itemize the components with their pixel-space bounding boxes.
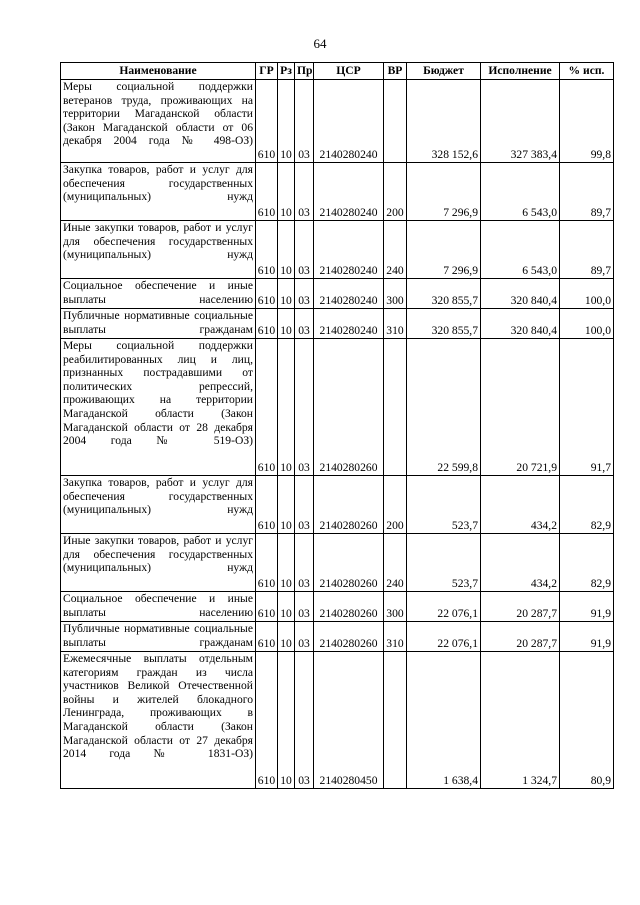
row-percent: 99,8 (560, 80, 614, 163)
row-execution: 320 840,4 (481, 279, 560, 309)
row-name: Социальное обеспечение и иные выплаты населению (61, 279, 256, 309)
row-pr: 03 (295, 309, 314, 339)
table-row (61, 309, 614, 339)
row-rz: 10 (278, 163, 295, 221)
row-name: Закупка товаров, работ и услуг для обеспечения государственных (муниципальных) нужд (61, 163, 256, 221)
row-percent: 100,0 (560, 309, 614, 339)
row-execution: 6 543,0 (481, 163, 560, 221)
header-percent: % исп. (560, 63, 614, 80)
row-csr: 2140280260 (314, 339, 384, 476)
row-csr: 2140280260 (314, 622, 384, 652)
row-gr: 610 (256, 652, 278, 789)
row-rz: 10 (278, 534, 295, 592)
row-csr: 2140280240 (314, 279, 384, 309)
row-budget: 7 296,9 (407, 163, 481, 221)
table-row (61, 622, 614, 652)
table-row (61, 652, 614, 789)
row-budget: 328 152,6 (407, 80, 481, 163)
row-rz: 10 (278, 309, 295, 339)
row-gr: 610 (256, 80, 278, 163)
row-execution: 20 287,7 (481, 622, 560, 652)
row-pr: 03 (295, 652, 314, 789)
row-vr: 300 (384, 592, 407, 622)
row-gr: 610 (256, 221, 278, 279)
row-pr: 03 (295, 534, 314, 592)
row-rz: 10 (278, 221, 295, 279)
row-name: Иные закупки товаров, работ и услуг для обеспечения государственных (муниципальных) нужд (61, 534, 256, 592)
row-execution: 20 721,9 (481, 339, 560, 476)
row-vr (384, 339, 407, 476)
row-percent: 91,9 (560, 592, 614, 622)
row-pr: 03 (295, 221, 314, 279)
row-budget: 22 076,1 (407, 622, 481, 652)
row-csr: 2140280240 (314, 309, 384, 339)
row-execution: 327 383,4 (481, 80, 560, 163)
header-budget: Бюджет (407, 63, 481, 80)
row-budget: 523,7 (407, 476, 481, 534)
row-pr: 03 (295, 339, 314, 476)
row-vr: 310 (384, 622, 407, 652)
row-csr: 2140280240 (314, 221, 384, 279)
row-rz: 10 (278, 652, 295, 789)
row-gr: 610 (256, 339, 278, 476)
row-gr: 610 (256, 534, 278, 592)
row-gr: 610 (256, 622, 278, 652)
table-row (61, 592, 614, 622)
row-budget: 320 855,7 (407, 309, 481, 339)
table-row (61, 476, 614, 534)
row-budget: 320 855,7 (407, 279, 481, 309)
row-csr: 2140280450 (314, 652, 384, 789)
row-rz: 10 (278, 476, 295, 534)
row-pr: 03 (295, 592, 314, 622)
row-gr: 610 (256, 592, 278, 622)
header-name: Наименование (61, 63, 256, 80)
row-execution: 434,2 (481, 476, 560, 534)
row-rz: 10 (278, 592, 295, 622)
row-gr: 610 (256, 309, 278, 339)
table-row (61, 279, 614, 309)
row-name: Публичные нормативные социальные выплаты гражданам (61, 309, 256, 339)
row-budget: 7 296,9 (407, 221, 481, 279)
row-execution: 20 287,7 (481, 592, 560, 622)
row-execution: 434,2 (481, 534, 560, 592)
row-name: Ежемесячные выплаты отдельным категориям граждан из числа участников Великой Отечественной войны и жителей блокадного Ленинграда, проживающих в Магаданской области (Закон Магаданской области от 27 декабря 2014 года № 1831-ОЗ) (61, 652, 256, 789)
row-name: Социальное обеспечение и иные выплаты населению (61, 592, 256, 622)
table-row (61, 534, 614, 592)
row-pr: 03 (295, 622, 314, 652)
row-percent: 82,9 (560, 534, 614, 592)
header-gr: ГР (256, 63, 278, 80)
row-name: Иные закупки товаров, работ и услуг для обеспечения государственных (муниципальных) нужд (61, 221, 256, 279)
row-gr: 610 (256, 279, 278, 309)
row-vr: 200 (384, 476, 407, 534)
row-name: Закупка товаров, работ и услуг для обеспечения государственных (муниципальных) нужд (61, 476, 256, 534)
row-name: Меры социальной поддержки ветеранов труда, проживающих на территории Магаданской области (Закон Магаданской области от 06 декабря 2004 года № 498-ОЗ) (61, 80, 256, 163)
row-execution: 320 840,4 (481, 309, 560, 339)
row-vr: 240 (384, 534, 407, 592)
row-csr: 2140280260 (314, 592, 384, 622)
row-pr: 03 (295, 163, 314, 221)
row-percent: 91,7 (560, 339, 614, 476)
row-percent: 89,7 (560, 163, 614, 221)
row-name: Публичные нормативные социальные выплаты гражданам (61, 622, 256, 652)
row-vr: 200 (384, 163, 407, 221)
row-percent: 89,7 (560, 221, 614, 279)
row-csr: 2140280260 (314, 476, 384, 534)
table-header-row (61, 63, 614, 80)
row-gr: 610 (256, 163, 278, 221)
table-row (61, 163, 614, 221)
header-vr: ВР (384, 63, 407, 80)
page-number: 64 (313, 36, 327, 51)
row-vr: 310 (384, 309, 407, 339)
row-percent: 100,0 (560, 279, 614, 309)
row-percent: 91,9 (560, 622, 614, 652)
table-row (61, 80, 614, 163)
header-rz: Рз (278, 63, 295, 80)
row-pr: 03 (295, 279, 314, 309)
row-rz: 10 (278, 279, 295, 309)
row-budget: 22 599,8 (407, 339, 481, 476)
row-pr: 03 (295, 476, 314, 534)
row-vr (384, 80, 407, 163)
row-budget: 1 638,4 (407, 652, 481, 789)
budget-execution-table (60, 62, 614, 789)
row-budget: 22 076,1 (407, 592, 481, 622)
row-rz: 10 (278, 622, 295, 652)
row-execution: 1 324,7 (481, 652, 560, 789)
row-percent: 82,9 (560, 476, 614, 534)
header-pr: Пр (295, 63, 314, 80)
row-vr (384, 652, 407, 789)
row-execution: 6 543,0 (481, 221, 560, 279)
row-rz: 10 (278, 339, 295, 476)
row-vr: 300 (384, 279, 407, 309)
row-name: Меры социальной поддержки реабилитированных лиц и лиц, признанных пострадавшими от политических репрессий, проживающих на территории Магаданской области (Закон Магаданской области от 28 декабря 2004 года № 519-ОЗ) (61, 339, 256, 476)
row-budget: 523,7 (407, 534, 481, 592)
row-csr: 2140280240 (314, 80, 384, 163)
row-pr: 03 (295, 80, 314, 163)
header-csr: ЦСР (314, 63, 384, 80)
row-csr: 2140280260 (314, 534, 384, 592)
table-row (61, 339, 614, 476)
row-percent: 80,9 (560, 652, 614, 789)
table-row (61, 221, 614, 279)
header-execution: Исполнение (481, 63, 560, 80)
row-csr: 2140280240 (314, 163, 384, 221)
row-vr: 240 (384, 221, 407, 279)
row-gr: 610 (256, 476, 278, 534)
row-rz: 10 (278, 80, 295, 163)
